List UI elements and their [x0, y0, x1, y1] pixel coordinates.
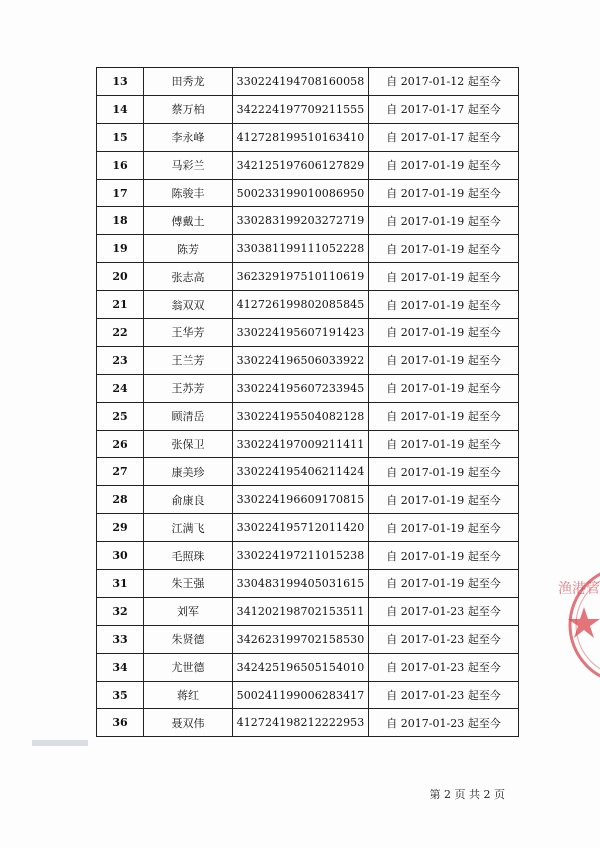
table-row — [97, 374, 519, 402]
id-number: 330224196506033922 — [233, 346, 369, 374]
person-name: 朱王强 — [144, 570, 233, 598]
id-number: 330381199111052228 — [233, 235, 369, 263]
row-number: 24 — [97, 374, 144, 402]
table-row — [97, 291, 519, 319]
row-number: 33 — [97, 625, 144, 653]
employment-period: 自 2017-01-19 起至今 — [369, 235, 519, 263]
table-row — [97, 681, 519, 709]
person-name: 陈骏丰 — [144, 179, 233, 207]
employment-period: 自 2017-01-23 起至今 — [369, 681, 519, 709]
person-name: 王华芳 — [144, 319, 233, 347]
table-row — [97, 235, 519, 263]
row-number: 30 — [97, 542, 144, 570]
roster-table — [96, 67, 519, 737]
id-number: 362329197510110619 — [233, 263, 369, 291]
table-row — [97, 68, 519, 96]
id-number: 342125197606127829 — [233, 151, 369, 179]
row-number: 31 — [97, 570, 144, 598]
table-row — [97, 514, 519, 542]
employment-period: 自 2017-01-12 起至今 — [369, 68, 519, 96]
row-number: 19 — [97, 235, 144, 263]
employment-period: 自 2017-01-19 起至今 — [369, 430, 519, 458]
table-row — [97, 263, 519, 291]
person-name: 朱贤德 — [144, 625, 233, 653]
row-number: 28 — [97, 486, 144, 514]
person-name: 俞康良 — [144, 486, 233, 514]
person-name: 傅戴土 — [144, 207, 233, 235]
table-row — [97, 95, 519, 123]
page-number: 第 2 页 共 2 页 — [429, 788, 505, 801]
id-number: 412726199802085845 — [233, 291, 369, 319]
employment-period: 自 2017-01-19 起至今 — [369, 542, 519, 570]
employment-period: 自 2017-01-19 起至今 — [369, 374, 519, 402]
employment-period: 自 2017-01-17 起至今 — [369, 95, 519, 123]
employment-period: 自 2017-01-19 起至今 — [369, 570, 519, 598]
id-number: 500233199010086950 — [233, 179, 369, 207]
row-number: 16 — [97, 151, 144, 179]
person-name: 陈芳 — [144, 235, 233, 263]
table-row — [97, 179, 519, 207]
employment-period: 自 2017-01-19 起至今 — [369, 458, 519, 486]
table-row — [97, 402, 519, 430]
row-number: 13 — [97, 68, 144, 96]
id-number: 330224197009211411 — [233, 430, 369, 458]
row-number: 35 — [97, 681, 144, 709]
person-name: 蔡万柏 — [144, 95, 233, 123]
id-number: 342425196505154010 — [233, 653, 369, 681]
table-row — [97, 709, 519, 737]
employment-period: 自 2017-01-19 起至今 — [369, 179, 519, 207]
row-number: 29 — [97, 514, 144, 542]
table-row — [97, 458, 519, 486]
row-number: 14 — [97, 95, 144, 123]
person-name: 翁双双 — [144, 291, 233, 319]
id-number: 330283199203272719 — [233, 207, 369, 235]
employment-period: 自 2017-01-19 起至今 — [369, 486, 519, 514]
id-number: 330483199405031615 — [233, 570, 369, 598]
roster-table-body — [97, 68, 519, 737]
person-name: 聂双伟 — [144, 709, 233, 737]
row-number: 18 — [97, 207, 144, 235]
employment-period: 自 2017-01-19 起至今 — [369, 514, 519, 542]
table-row — [97, 346, 519, 374]
employment-period: 自 2017-01-19 起至今 — [369, 151, 519, 179]
id-number: 330224195712011420 — [233, 514, 369, 542]
person-name: 马彩兰 — [144, 151, 233, 179]
id-number: 330224197211015238 — [233, 542, 369, 570]
seal-fragment-icon — [548, 555, 600, 695]
table-row — [97, 653, 519, 681]
red-seal-stamp — [548, 555, 600, 695]
table-row — [97, 123, 519, 151]
employment-period: 自 2017-01-23 起至今 — [369, 625, 519, 653]
employment-period: 自 2017-01-19 起至今 — [369, 346, 519, 374]
employment-period: 自 2017-01-19 起至今 — [369, 207, 519, 235]
employment-period: 自 2017-01-19 起至今 — [369, 402, 519, 430]
row-number: 27 — [97, 458, 144, 486]
id-number: 342623199702158530 — [233, 625, 369, 653]
employment-period: 自 2017-01-23 起至今 — [369, 709, 519, 737]
person-name: 李永峰 — [144, 123, 233, 151]
row-number: 21 — [97, 291, 144, 319]
person-name: 王苏芳 — [144, 374, 233, 402]
id-number: 330224195504082128 — [233, 402, 369, 430]
table-row — [97, 486, 519, 514]
id-number: 330224196609170815 — [233, 486, 369, 514]
employment-period: 自 2017-01-19 起至今 — [369, 263, 519, 291]
row-number: 20 — [97, 263, 144, 291]
table-row — [97, 430, 519, 458]
row-number: 15 — [97, 123, 144, 151]
person-name: 张保卫 — [144, 430, 233, 458]
person-name: 王兰芳 — [144, 346, 233, 374]
row-number: 17 — [97, 179, 144, 207]
id-number: 330224194708160058 — [233, 68, 369, 96]
id-number: 412724198212222953 — [233, 709, 369, 737]
employment-period: 自 2017-01-23 起至今 — [369, 597, 519, 625]
id-number: 500241199006283417 — [233, 681, 369, 709]
employment-period: 自 2017-01-19 起至今 — [369, 319, 519, 347]
person-name: 蒋红 — [144, 681, 233, 709]
table-row — [97, 625, 519, 653]
row-number: 23 — [97, 346, 144, 374]
seal-lettering: 渔港管 — [558, 581, 600, 597]
employment-period: 自 2017-01-17 起至今 — [369, 123, 519, 151]
id-number: 412728199510163410 — [233, 123, 369, 151]
row-number: 25 — [97, 402, 144, 430]
row-number: 36 — [97, 709, 144, 737]
person-name: 张志高 — [144, 263, 233, 291]
row-number: 22 — [97, 319, 144, 347]
employment-period: 自 2017-01-23 起至今 — [369, 653, 519, 681]
table-row — [97, 597, 519, 625]
person-name: 尤世德 — [144, 653, 233, 681]
employment-period: 自 2017-01-19 起至今 — [369, 291, 519, 319]
person-name: 刘军 — [144, 597, 233, 625]
person-name: 顾清岳 — [144, 402, 233, 430]
table-row — [97, 542, 519, 570]
id-number: 330224195607191423 — [233, 319, 369, 347]
row-number: 26 — [97, 430, 144, 458]
table-row — [97, 570, 519, 598]
id-number: 330224195406211424 — [233, 458, 369, 486]
id-number: 330224195607233945 — [233, 374, 369, 402]
id-number: 342224197709211555 — [233, 95, 369, 123]
table-row — [97, 319, 519, 347]
person-name: 康美珍 — [144, 458, 233, 486]
table-row — [97, 151, 519, 179]
scan-smudge — [30, 736, 90, 752]
person-name: 江满飞 — [144, 514, 233, 542]
person-name: 田秀龙 — [144, 68, 233, 96]
row-number: 34 — [97, 653, 144, 681]
table-row — [97, 207, 519, 235]
person-name: 毛照珠 — [144, 542, 233, 570]
row-number: 32 — [97, 597, 144, 625]
id-number: 341202198702153511 — [233, 597, 369, 625]
